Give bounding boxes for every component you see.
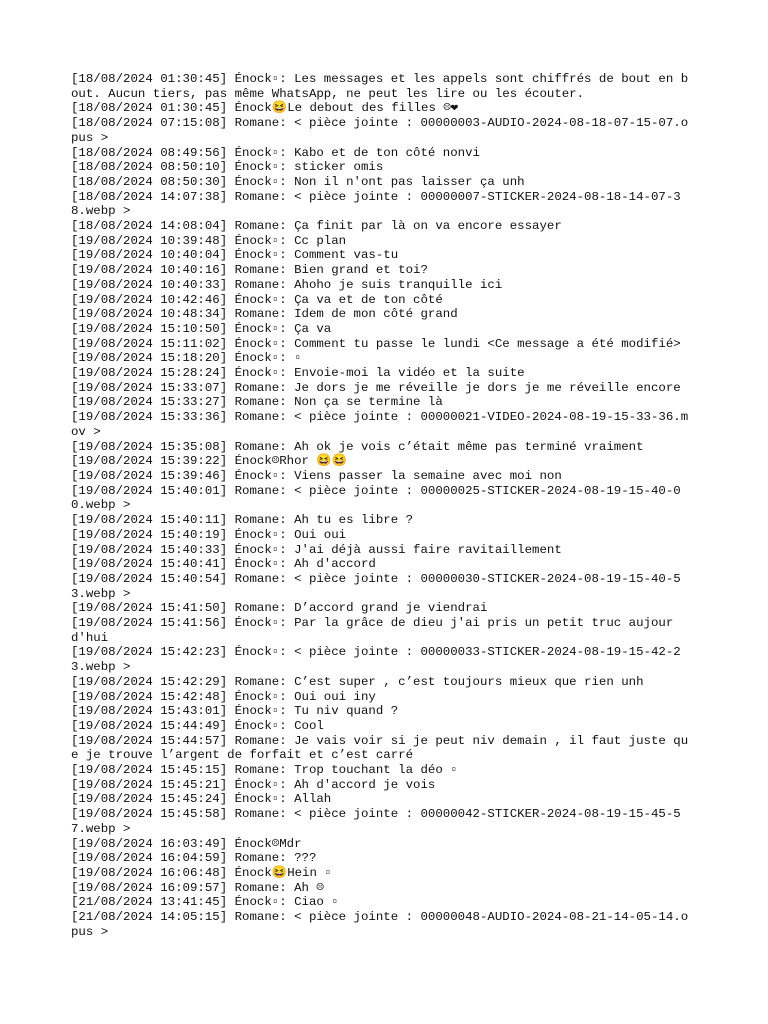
message-line: [19/08/2024 15:42:48] Énock▫: Oui oui iny <box>71 689 376 704</box>
message-line: [18/08/2024 08:50:30] Énock▫: Non il n'ont pas laisser ça unh <box>71 174 525 189</box>
message-line: [19/08/2024 15:42:29] Romane: C’est super , c’est toujours mieux que rien unh <box>71 674 644 689</box>
message-line: [19/08/2024 15:40:54] Romane: < pièce jointe : 00000030-STICKER-2024-08-19-15-40-53.webp > <box>71 571 681 601</box>
message-line: [21/08/2024 13:41:45] Énock▫: Ciao ▫ <box>71 895 339 910</box>
message-line: [19/08/2024 10:48:34] Romane: Idem de mon côté grand <box>71 307 458 322</box>
message-line: [19/08/2024 16:04:59] Romane: ??? <box>71 851 317 866</box>
message-line: [19/08/2024 15:45:24] Énock▫: Allah <box>71 792 332 807</box>
message-line: [19/08/2024 15:10:50] Énock▫: Ça va <box>71 321 332 336</box>
message-line: [19/08/2024 15:11:02] Énock▫: Comment tu passe le lundi <Ce message a été modifié> <box>71 336 681 351</box>
message-line: [19/08/2024 10:42:46] Énock▫: Ça va et de ton côté <box>71 292 443 307</box>
message-line: [18/08/2024 01:30:45] Énock▫: Les messages et les appels sont chiffrés de bout en bout. Aucun tiers, pas même WhatsApp, ne peut les lire ou les écouter. <box>71 72 689 101</box>
message-line: [19/08/2024 15:42:23] Énock▫: < pièce jointe : 00000033-STICKER-2024-08-19-15-42-23.webp > <box>71 645 681 675</box>
message-line: [19/08/2024 15:44:57] Romane: Je vais voir si je peut niv demain , il faut juste que je trouve l’argent de forfait et c’est carré <box>71 733 689 763</box>
message-line: [18/08/2024 08:50:10] Énock▫: sticker omis <box>71 160 384 175</box>
message-line: [19/08/2024 10:39:48] Énock▫: Cc plan <box>71 233 347 248</box>
message-line: [19/08/2024 15:39:46] Énock▫: Viens passer la semaine avec moi non <box>71 468 562 483</box>
message-line: [18/08/2024 14:07:38] Romane: < pièce jointe : 00000007-STICKER-2024-08-18-14-07-38.webp > <box>71 189 681 219</box>
message-line: [19/08/2024 15:40:33] Énock▫: J'ai déjà aussi faire ravitaillement <box>71 542 562 557</box>
message-line: [19/08/2024 15:43:01] Énock▫: Tu niv quand ? <box>71 704 399 719</box>
message-line: [19/08/2024 15:41:50] Romane: D’accord grand je viendrai <box>71 601 488 616</box>
message-line: [19/08/2024 10:40:33] Romane: Ahoho je suis tranquille ici <box>71 277 503 292</box>
message-line: [19/08/2024 15:40:01] Romane: < pièce jointe : 00000025-STICKER-2024-08-19-15-40-00.webp > <box>71 483 681 513</box>
message-line: [19/08/2024 10:40:04] Énock▫: Comment vas-tu <box>71 248 399 263</box>
message-line: [18/08/2024 08:49:56] Énock▫: Kabo et de ton côté nonvi <box>71 145 480 160</box>
message-line: [19/08/2024 15:41:56] Énock▫: Par la grâce de dieu j'ai pris un petit truc aujourd'hui <box>71 616 674 645</box>
message-line: [19/08/2024 16:09:57] Romane: Ah ☹ <box>71 880 324 895</box>
message-line: [19/08/2024 15:45:58] Romane: < pièce jointe : 00000042-STICKER-2024-08-19-15-45-57.webp > <box>71 807 681 836</box>
message-line: [19/08/2024 15:39:22] Énock☹Rhor 😆😆 <box>71 454 348 469</box>
message-line: [19/08/2024 16:03:49] Énock☹Mdr <box>71 836 302 851</box>
message-line: [19/08/2024 15:33:36] Romane: < pièce jointe : 00000021-VIDEO-2024-08-19-15-33-36.mov > <box>71 410 689 439</box>
message-line: [19/08/2024 15:33:27] Romane: Non ça se termine là <box>71 395 443 410</box>
message-line: [19/08/2024 15:35:08] Romane: Ah ok je vois c’était même pas terminé vraiment <box>71 439 644 454</box>
message-line: [18/08/2024 07:15:08] Romane: < pièce jointe : 00000003-AUDIO-2024-08-18-07-15-07.opus > <box>71 116 689 145</box>
message-line: [18/08/2024 01:30:45] Énock😆Le debout des filles ☹❤ <box>71 101 459 116</box>
message-line: [19/08/2024 15:33:07] Romane: Je dors je me réveille je dors je me réveille encore <box>71 380 681 395</box>
message-line: [18/08/2024 14:08:04] Romane: Ça finit par là on va encore essayer <box>71 219 562 234</box>
chat-transcript <box>71 72 695 939</box>
message-line: [19/08/2024 10:40:16] Romane: Bien grand et toi? <box>71 263 428 278</box>
message-line: [19/08/2024 15:28:24] Énock▫: Envoie-moi la vidéo et la suite <box>71 366 525 381</box>
message-line: [19/08/2024 15:44:49] Énock▫: Cool <box>71 718 324 733</box>
message-line: [19/08/2024 15:45:21] Énock▫: Ah d'accord je vois <box>71 777 436 792</box>
message-line: [21/08/2024 14:05:15] Romane: < pièce jointe : 00000048-AUDIO-2024-08-21-14-05-14.opus > <box>71 910 689 939</box>
message-line: [19/08/2024 15:18:20] Énock▫: ▫ <box>71 351 302 366</box>
message-line: [19/08/2024 15:40:11] Romane: Ah tu es libre ? <box>71 513 414 528</box>
message-line: [19/08/2024 16:06:48] Énock😆Hein ▫ <box>71 865 332 880</box>
message-line: [19/08/2024 15:40:41] Énock▫: Ah d'accord <box>71 557 376 572</box>
message-line: [19/08/2024 15:45:15] Romane: Trop touchant la déo ▫ <box>71 763 458 778</box>
message-line: [19/08/2024 15:40:19] Énock▫: Oui oui <box>71 527 347 542</box>
